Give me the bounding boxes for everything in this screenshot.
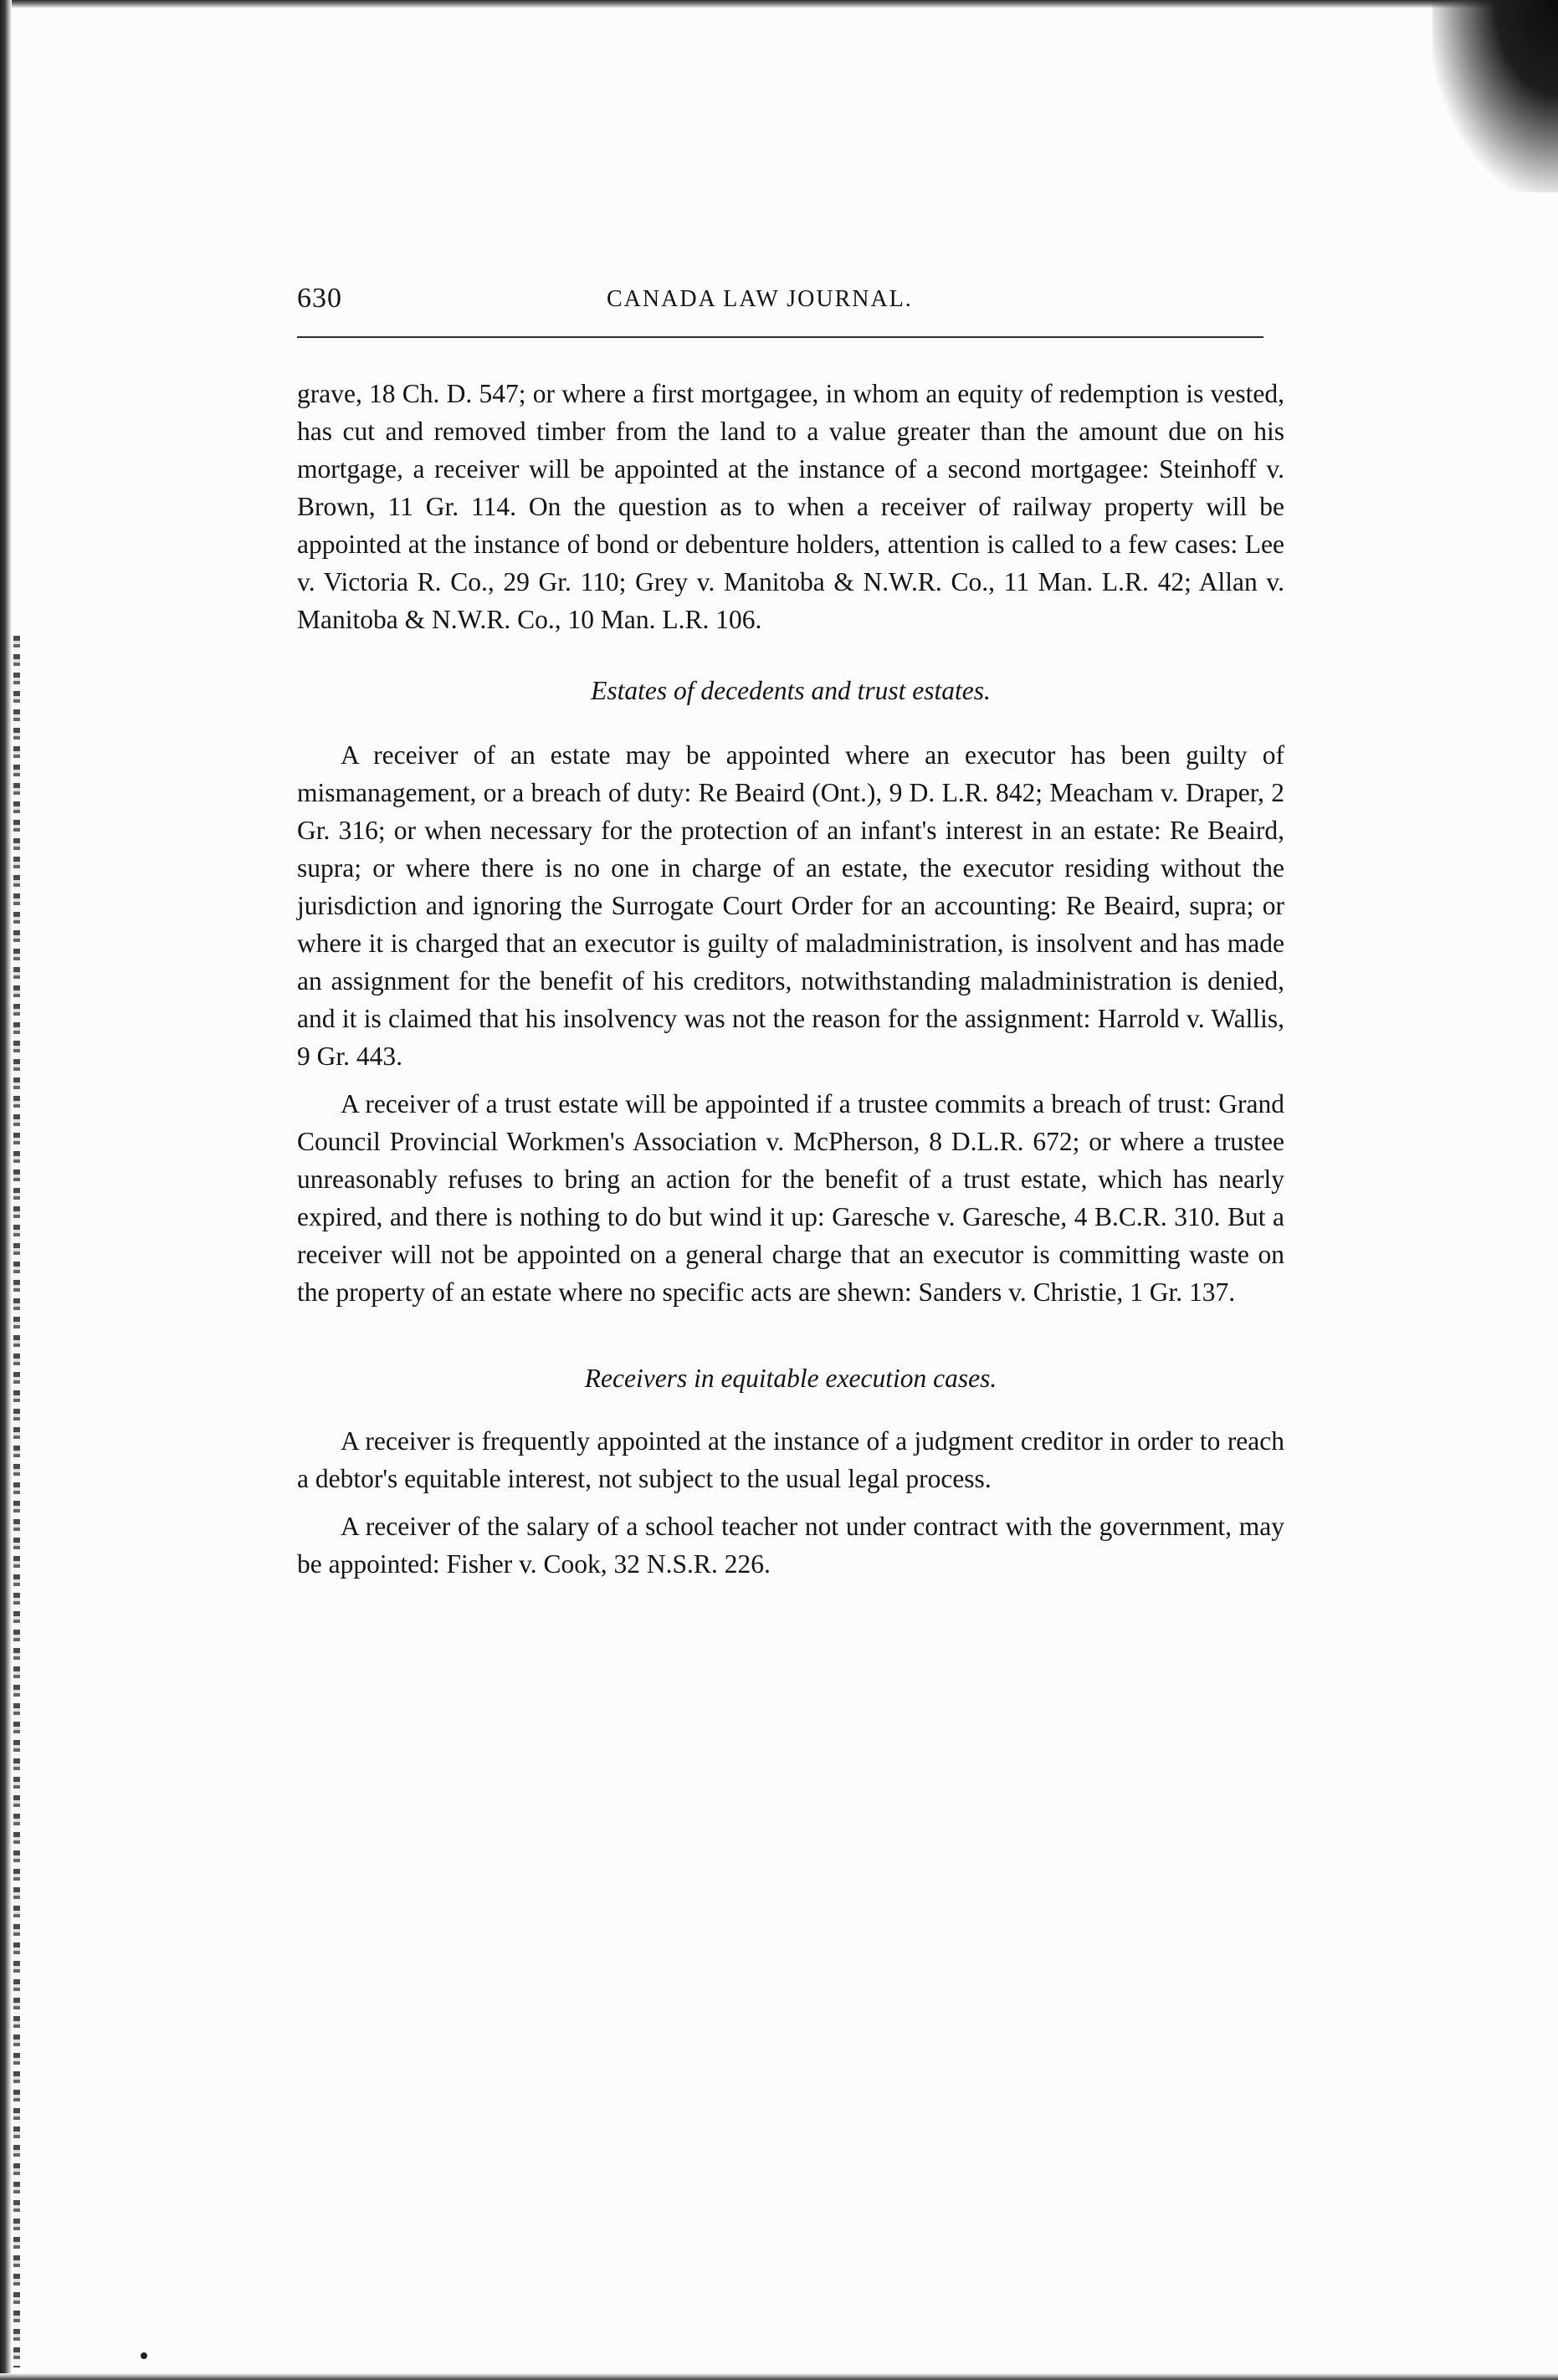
section-heading-estates: Estates of decedents and trust estates. (591, 676, 991, 705)
paragraph-school-teacher: A receiver of the salary of a school teacher not under contract with the government, may be appointed: Fisher v. Cook, 32 N.S.R. 226. (297, 1512, 1284, 1579)
scan-top-edge (0, 0, 1558, 8)
running-head (297, 283, 1263, 326)
scan-bottom-edge (0, 2373, 1558, 2380)
article-body (297, 375, 1284, 1583)
scan-corner-shadow (1432, 0, 1558, 192)
header-rule (297, 336, 1263, 338)
scan-speck (141, 2352, 147, 2359)
page-number: 630 (297, 283, 342, 314)
paragraph-judgment-creditor: A receiver is frequently appointed at the instance of a judgment creditor in order to reach a debtor's equitable interest, not subject to the usual legal process. (297, 1426, 1284, 1493)
journal-title: CANADA LAW JOURNAL. (607, 286, 913, 312)
paragraph-mortgage-railway: grave, 18 Ch. D. 547; or where a first mortgagee, in whom an equity of redemption is vested, has cut and removed timber from the land to a value greater than the amount due on his mortgage, a receiver will be appointed at the instance of a second mortgagee: Steinhoff v. Brown, 11 Gr. 114. On the question as to when a receiver of railway property will be appointed at the instance of bond or debenture holders, attention is called to a few cases: Lee v. Victoria R. Co., 29 Gr. 110; Grey v. Manitoba & N.W.R. Co., 11 Man. L.R. 42; Allan v. Manitoba & N.W.R. Co., 10 Man. L.R. 106. (297, 379, 1284, 634)
scan-left-edge (0, 0, 12, 2380)
scan-binding-streak (13, 636, 20, 2367)
section-heading-equitable-execution: Receivers in equitable execution cases. (584, 1364, 997, 1393)
paragraph-trust-receiver: A receiver of a trust estate will be appointed if a trustee commits a breach of trust: Grand Council Provincial Workmen's Association v. McPherson, 8 D.L.R. 672; or where a trustee unreasonably refuses to bring an action for the benefit of a trust estate, which has nearly expired, and there is nothing to do but wind it up: Garesche v. Garesche, 4 B.C.R. 310. But a receiver will not be appointed on a general charge that an executor is committing waste on the property of an estate where no specific acts are shewn: Sanders v. Christie, 1 Gr. 137. (297, 1089, 1284, 1307)
paragraph-estate-receiver: A receiver of an estate may be appointed where an executor has been guilty of mismanagement, or a breach of duty: Re Beaird (Ont.), 9 D. L.R. 842; Meacham v. Draper, 2 Gr. 316; or when necessary for the protection of an infant's interest in an estate: Re Beaird, supra; or where there is no one in charge of an estate, the executor residing without the jurisdiction and ignoring the Surrogate Court Order for an accounting: Re Beaird, supra; or where it is charged that an executor is guilty of maladministration, is insolvent and has made an assignment for the benefit of his creditors, notwithstanding maladministration is denied, and it is claimed that his insolvency was not the reason for the assignment: Harrold v. Wallis, 9 Gr. 443. (297, 740, 1284, 1071)
